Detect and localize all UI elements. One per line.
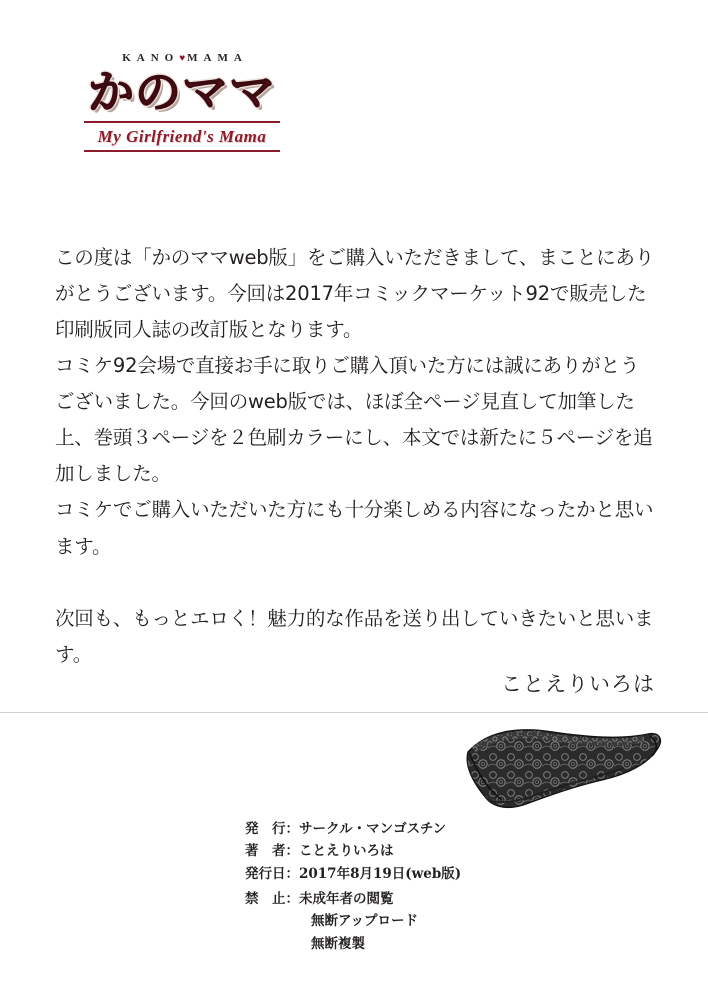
afterword-paragraph: この度は「かのママweb版」をご購入いただきまして、まことにありがとうございます。今回は2017年コミックマーケット92で販売した印刷版同人誌の改訂版となります。 [55,246,655,342]
colophon-date-value: 2017年8月19日(web版) [299,865,462,882]
prohibit-label: 禁 止 [245,891,286,907]
prohibit-row [245,910,418,932]
colophon-author-value: ことえりいろは [299,843,394,860]
colophon-publisher: 発 行：サークル・マンゴスチン [245,821,447,837]
colophon-date: 発行日：2017年8月19日(web版) [245,865,462,882]
logo-rule-bottom [84,150,280,152]
colophon-block [245,818,461,885]
prohibit-first-row: 禁 止：未成年者の閲覧 [245,891,394,907]
logo-subtitle: My Girlfriend's Mama [97,126,267,146]
colophon-author: 著 者：ことえりいろは [245,843,394,860]
section-divider [0,712,708,713]
logo-title: かのママ [88,65,276,119]
colophon-date-label: 発行日 [245,865,286,882]
prohibit-item: 未成年者の閲覧 [299,891,394,907]
afterword-paragraph: コミケでご購入いただいた方にも十分楽しめる内容になったかと思います。 [55,498,654,558]
colophon-publisher-value: サークル・マンゴスチン [299,821,447,837]
colophon-author-label: 著 者 [245,843,286,860]
prohibit-item: 無断複製 [311,935,365,952]
afterword-text [55,240,655,673]
lace-panty-illustration [452,716,668,816]
logo-kicker-right: MAMA [187,52,248,64]
colophon-publisher-label: 発 行 [245,821,286,837]
logo-kicker [68,52,302,64]
afterword-paragraph: コミケ92会場で直接お手に取りご購入頂いた方には誠にありがとうございました。今回のweb版では、ほぼ全ページ見直して加筆した上、巻頭３ページを２色刷カラーにし、本文では新たに５ページを追加しました。 [55,354,653,486]
logo-kicker-left: KANO [122,52,180,64]
colophon-prohibitions [245,888,418,955]
afterword-closing: 次回も、もっとエロく！魅力的な作品を送り出していきたいと思います。 [55,606,654,666]
logo-block [62,52,302,152]
prohibit-row [245,933,418,955]
lace-panty-icon [452,716,668,816]
logo-rule-top [84,121,280,123]
prohibit-item: 無断アップロード [311,913,419,930]
author-signature: ことえりいろは [501,672,655,696]
heart-icon: ♥ [179,53,188,64]
